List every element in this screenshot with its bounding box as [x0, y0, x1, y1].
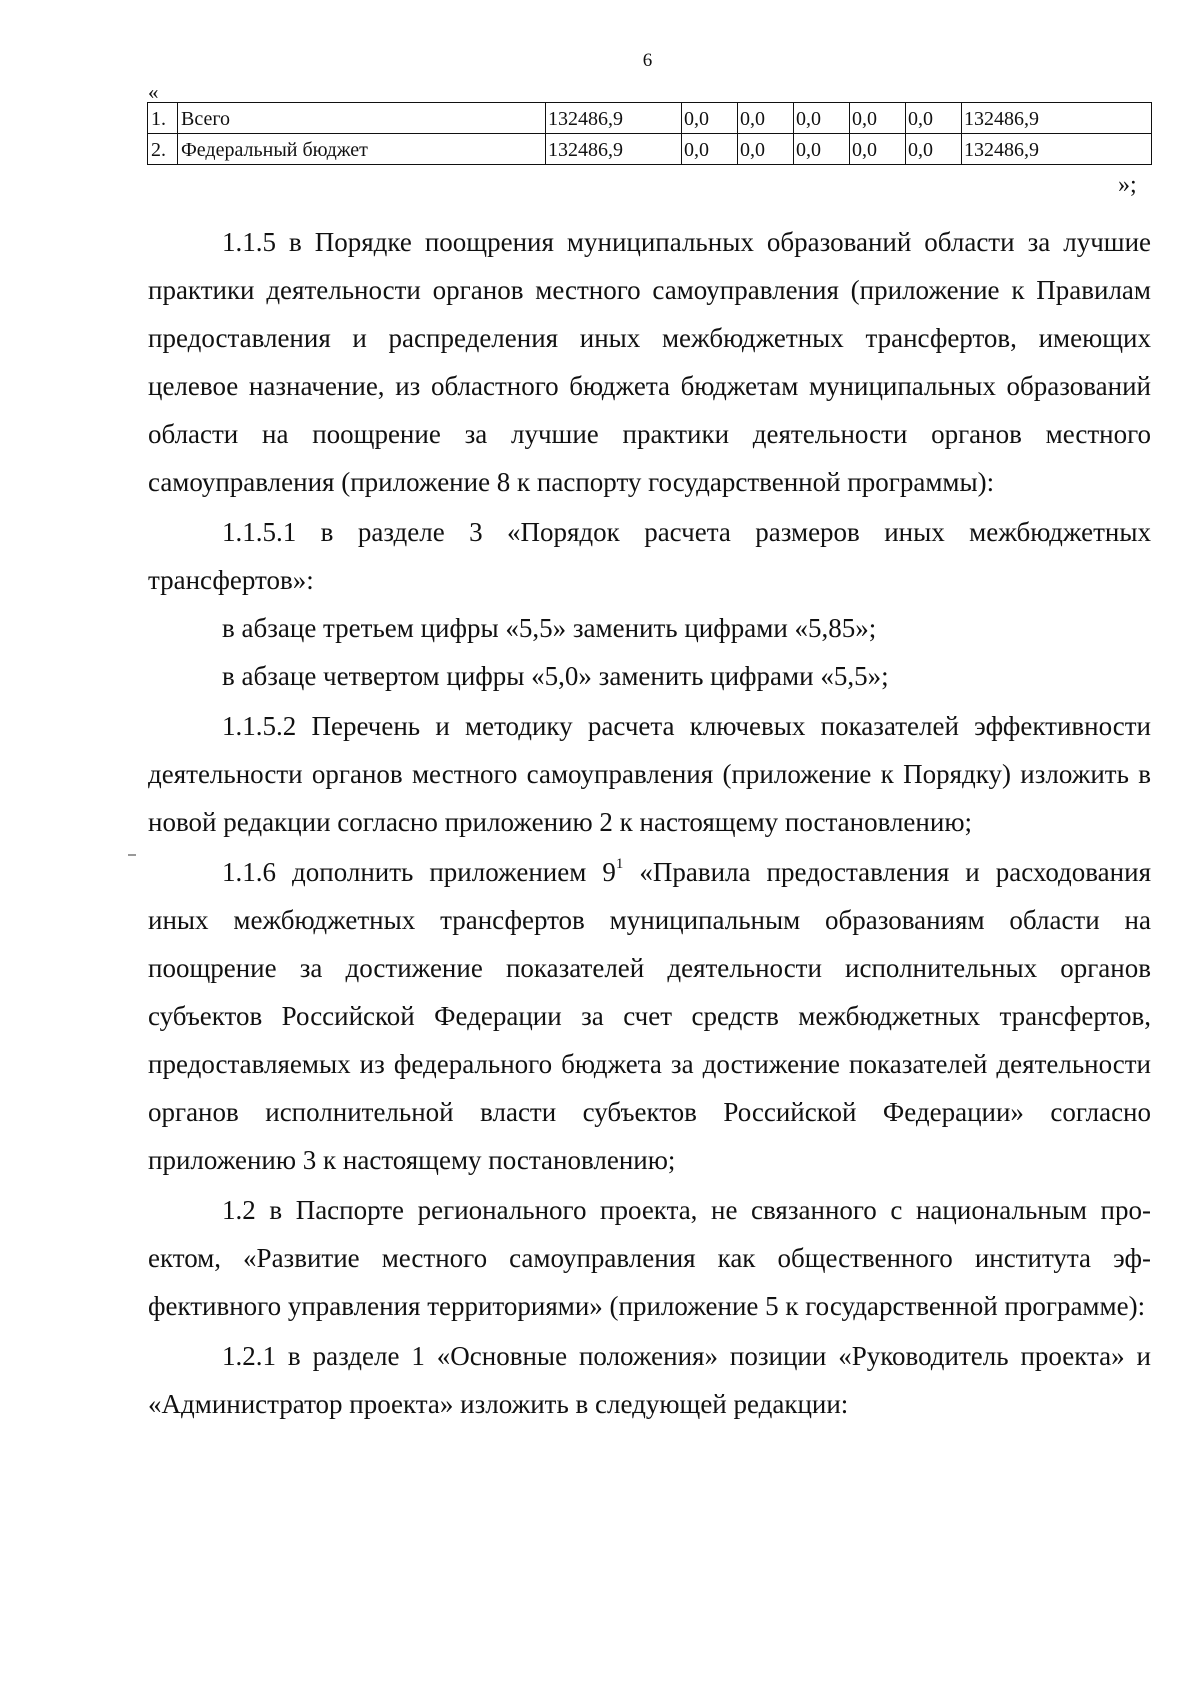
paragraph-abzac-3: в абзаце третьем цифры «5,5» заменить цифрами «5,85»;	[222, 613, 877, 643]
table-row	[148, 103, 1152, 134]
paragraph-1-2: 1.2 в Паспорте регионального проекта, не связанного с национальным проектом, «Развитие местного самоуправления как общественного института эффективного управления территориями» (приложение 5 к государственной программе):	[148, 1195, 1151, 1321]
superscript-mark: 1	[615, 856, 624, 872]
row-value: 0,0	[850, 103, 906, 134]
paragraph-abzac-4: в абзаце четвертом цифры «5,0» заменить цифрами «5,5»;	[222, 661, 889, 691]
row-value: 132486,9	[962, 103, 1152, 134]
table-close-quote: »;	[1118, 172, 1137, 198]
document-body	[148, 218, 1151, 1428]
paragraph-1-1-5: 1.1.5 в Порядке поощрения муниципальных образований области за лучшие практики деятельности органов местного самоуправления (приложение к Правилам предоставления и распределения иных межбюджетных трансфертов, имеющих целевое назначение, из областного бюджета бюджетам муниципальных образований области на поощрение за лучшие практики деятельности органов местного самоуправления (приложение 8 к паспорту государственной программы):	[148, 227, 1151, 497]
table-open-quote: «	[148, 80, 159, 104]
row-value: 132486,9	[546, 103, 682, 134]
row-value: 0,0	[682, 103, 738, 134]
margin-mark	[128, 854, 136, 856]
paragraph-1-1-6-rest: «Правила предоставления и расходования иных межбюджетных трансфертов муниципальным образованиям области на поощрение за достижение показателей деятельности исполнительных органов субъектов Российской Федерации за счет средств межбюджетных трансфертов, предоставляемых из федерального бюджета за достижение показателей деятельности органов исполнительной власти субъектов Российской Федерации» согласно приложению 3 к настоящему постановлению;	[148, 857, 1151, 1175]
row-value: 0,0	[794, 103, 850, 134]
paragraph-1-2-1: 1.2.1 в разделе 1 «Основные положения» позиции «Руководитель проекта» и «Администратор проекта» изложить в следующей редакции:	[148, 1341, 1151, 1419]
row-name: Федеральный бюджет	[178, 134, 546, 165]
row-value: 0,0	[738, 134, 794, 165]
row-name: Всего	[178, 103, 546, 134]
row-value: 0,0	[906, 103, 962, 134]
row-value: 0,0	[906, 134, 962, 165]
paragraph-1-1-5-1: 1.1.5.1 в разделе 3 «Порядок расчета размеров иных межбюджетных трансфертов»:	[148, 517, 1151, 595]
paragraph-1-1-5-2: 1.1.5.2 Перечень и методику расчета ключевых показателей эффективности деятельности органов местного самоуправления (приложение к Порядку) изложить в новой редакции согласно приложению 2 к настоящему постановлению;	[148, 711, 1151, 837]
row-value: 0,0	[682, 134, 738, 165]
row-index: 1.	[148, 103, 178, 134]
page-number: 6	[642, 50, 653, 71]
row-index: 2.	[148, 134, 178, 165]
paragraph-1-1-6	[148, 848, 1151, 1184]
paragraph-1-1-6-start: 1.1.6 дополнить приложением 9	[222, 857, 616, 887]
row-value: 0,0	[850, 134, 906, 165]
row-value: 0,0	[738, 103, 794, 134]
budget-table	[147, 102, 1152, 165]
row-value: 0,0	[794, 134, 850, 165]
row-value: 132486,9	[962, 134, 1152, 165]
table-row	[148, 134, 1152, 165]
row-value: 132486,9	[546, 134, 682, 165]
